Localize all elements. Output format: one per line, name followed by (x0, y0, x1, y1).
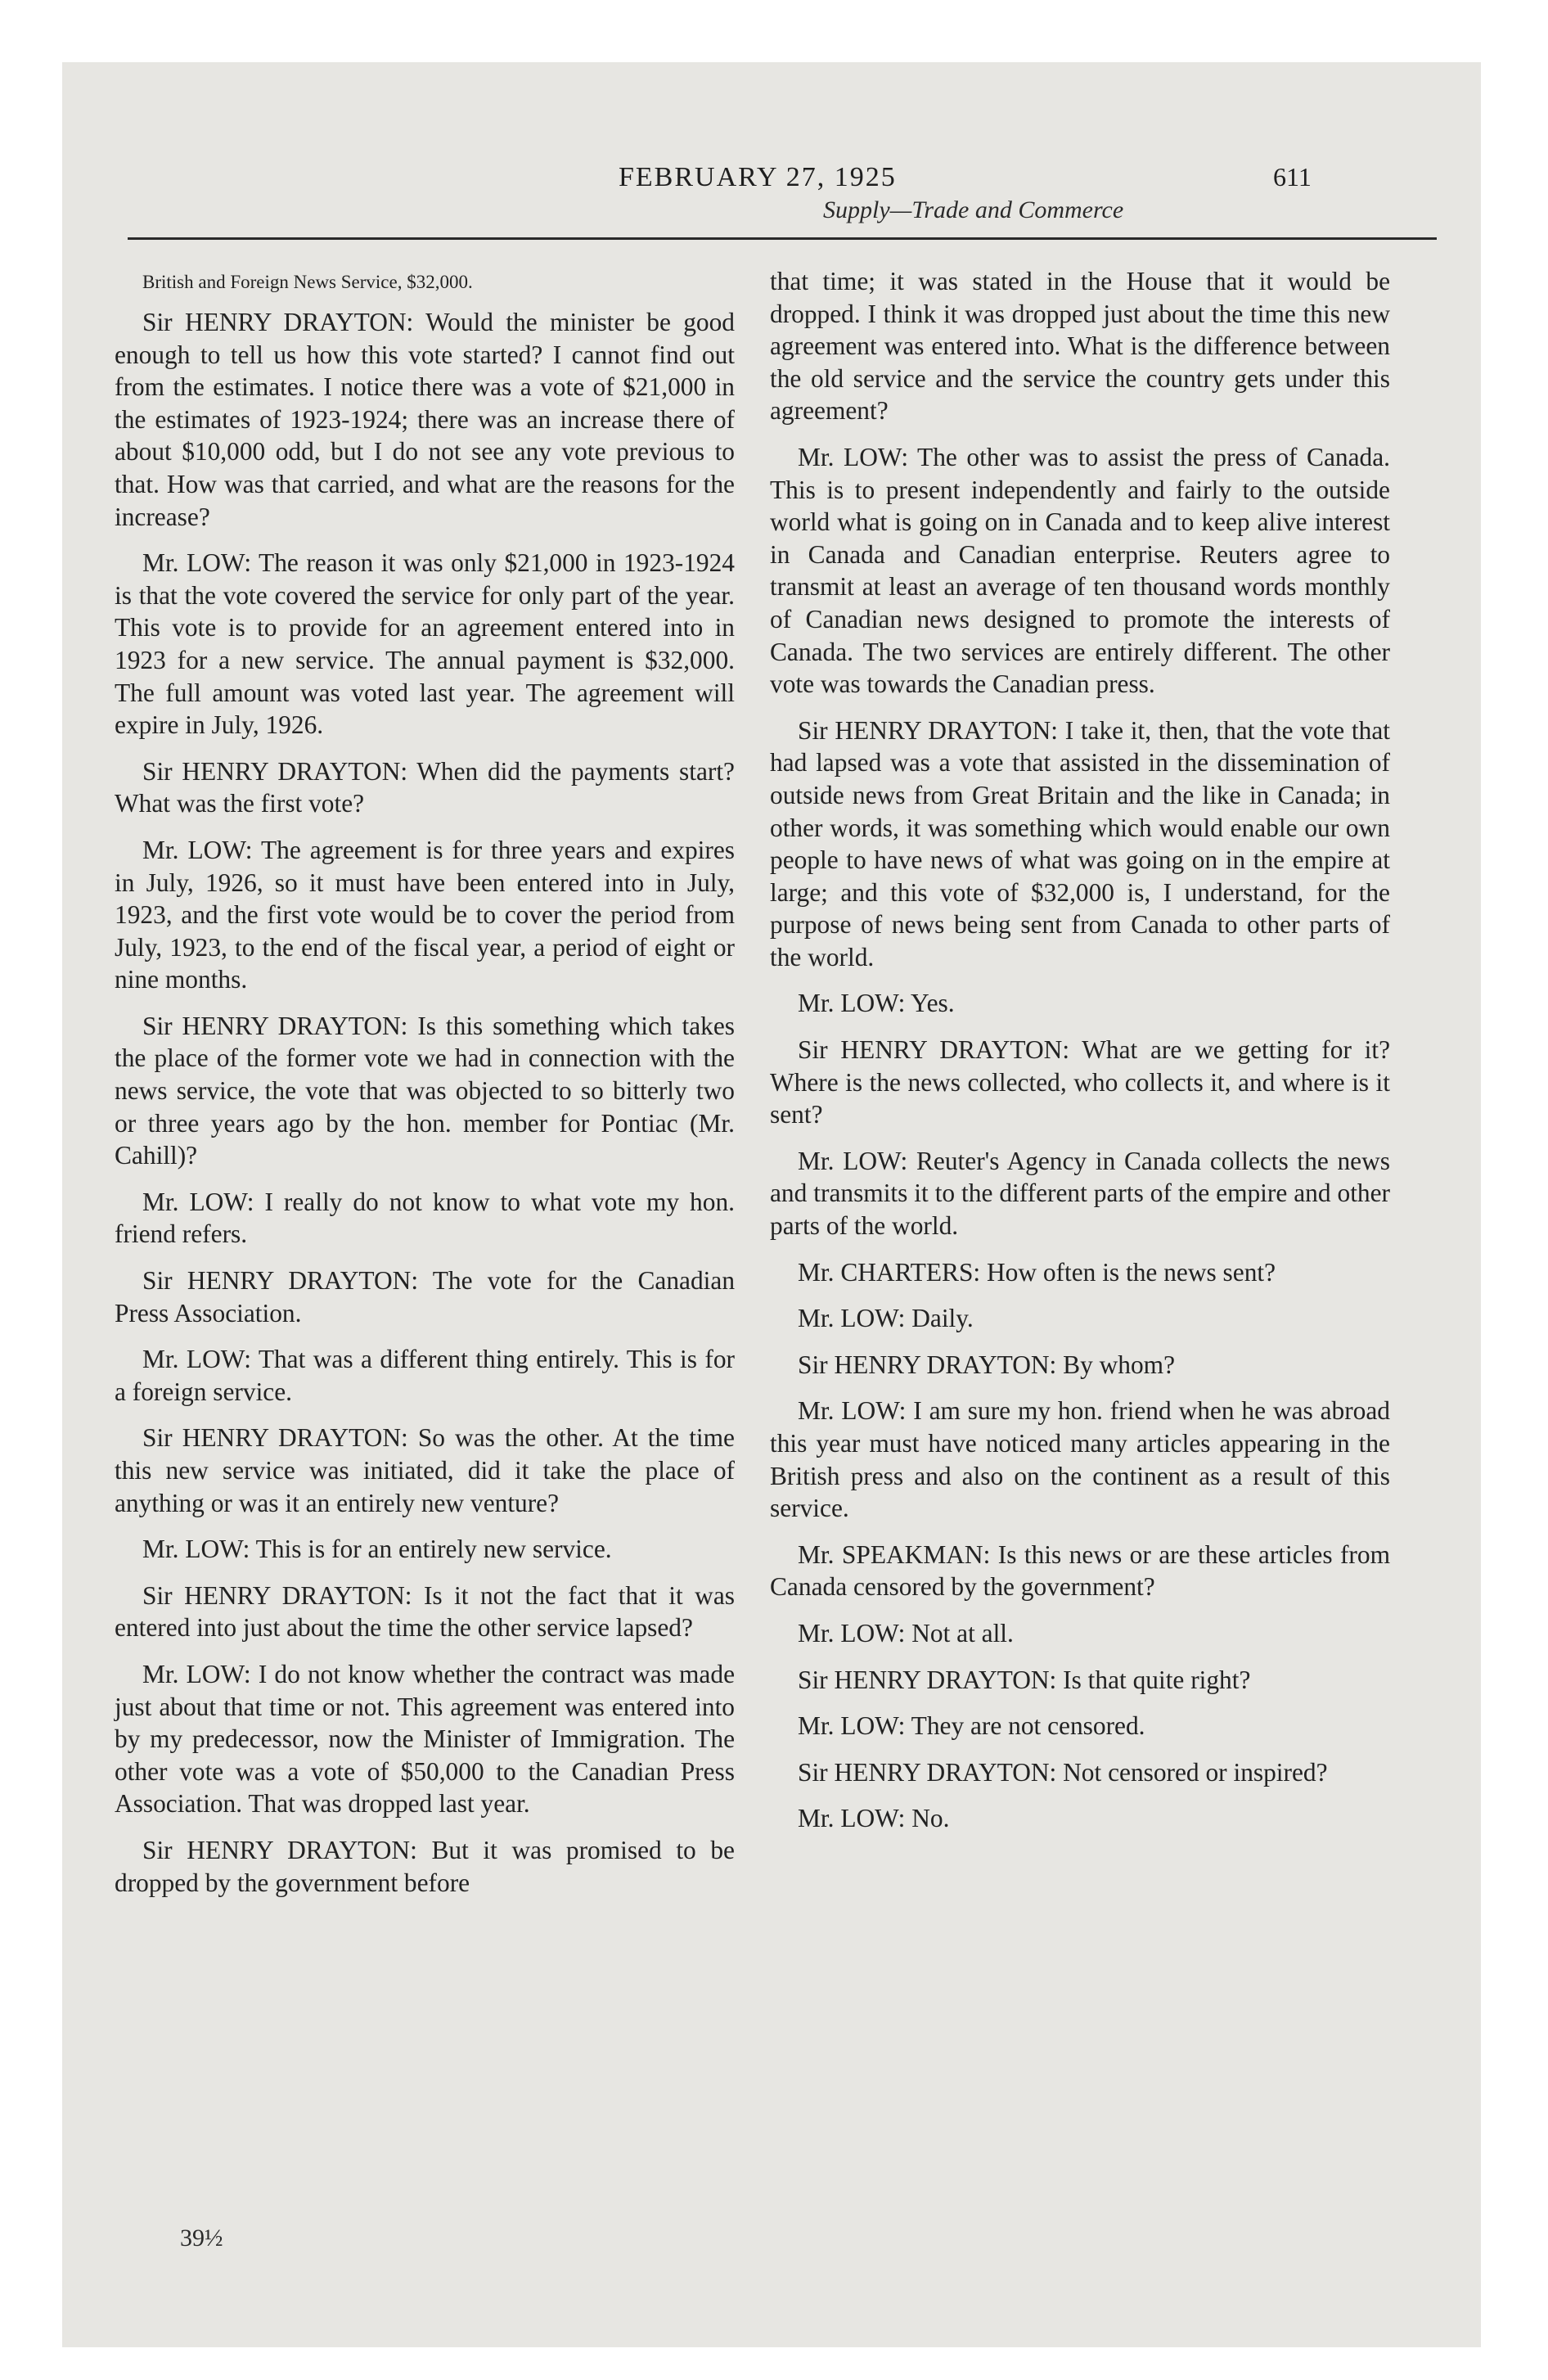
transcript-paragraph (115, 1834, 735, 1899)
speaker-name: Sir HENRY DRAYTON: (142, 1266, 419, 1296)
speaker-name: Sir HENRY DRAYTON: (142, 1835, 417, 1864)
left-column (115, 265, 735, 1913)
speaker-name: Sir HENRY DRAYTON: (142, 1011, 408, 1040)
scanned-page (62, 62, 1481, 2347)
speech-text: Is that quite right? (1063, 1665, 1251, 1694)
speech-text: The reason it was only $21,000 in 1923-1924 is that the vote covered the service for only part of the year. This vote is to provide for an agreement entered into in 1923 for a new service. The annual payment is $32,000. The full amount was voted last year. The agreement will expire in July, 1926. (115, 548, 735, 740)
header-rule (128, 237, 1437, 240)
estimate-item: British and Foreign News Service, $32,000. (142, 272, 473, 292)
transcript-paragraph (115, 1658, 735, 1820)
speaker-name: Mr. LOW: (798, 1711, 906, 1741)
speech-text: Not at all. (911, 1618, 1014, 1648)
speech-text: Daily. (911, 1304, 974, 1333)
speech-text: What are we getting for it? Where is the news collected, who collects it, and where is it sent? (770, 1035, 1391, 1129)
speaker-name: Mr. LOW: (798, 1804, 906, 1833)
header-subtitle: Supply—Trade and Commerce (823, 196, 1124, 223)
transcript-paragraph (770, 1145, 1390, 1242)
transcript-paragraph (770, 1617, 1390, 1650)
speech-text: How often is the news sent? (986, 1257, 1276, 1287)
speech-text: This is for an entirely new service. (255, 1535, 612, 1564)
speech-text: that time; it was stated in the House that it would be dropped. I think it was dropped just about the time this new agreement was entered into. What is the difference between the old service and the service the country gets under this agreement? (770, 267, 1390, 426)
speech-text: That was a different thing entirely. This is for a foreign service. (115, 1345, 735, 1406)
transcript-paragraph (770, 1395, 1390, 1524)
speech-text: Yes. (911, 989, 955, 1018)
page-number: 611 (1273, 162, 1312, 192)
speech-text: Is this news or are these articles from Canada censored by the government? (770, 1539, 1390, 1602)
left-paragraphs (115, 306, 735, 1899)
transcript-paragraph (770, 1302, 1390, 1335)
speech-text: I take it, then, that the vote that had lapsed was a vote that assisted in the dissemination of outside news from Great Britain and the like in Canada; in other words, it was something which would enable our own people to have news of what was going on in the empire at large; and this vote of $32,000 is, I understand, for the purpose of news being sent from Canada to other parts of the world. (770, 715, 1391, 971)
speech-text: I am sure my hon. friend when he was abroad this year must have noticed many articles appearing in the British press and also on the continent as a result of this service. (770, 1396, 1390, 1523)
transcript-paragraph (770, 1034, 1390, 1131)
speaker-name: Mr. LOW: (798, 1304, 906, 1333)
signature-mark: 39½ (180, 2224, 223, 2252)
transcript-paragraph (770, 1710, 1390, 1742)
speech-text: Would the minister be good enough to tell us how this vote started? I cannot find out from the estimates. I notice there was a vote of $21,000 in the estimates of 1923-1924; there was an increase there of about $10,000 odd, but I do not see any vote previous to that. How was that carried, and what are the reasons for the increase? (115, 308, 736, 531)
transcript-paragraph (115, 547, 735, 741)
speaker-name: Sir HENRY DRAYTON: (142, 308, 414, 336)
transcript-paragraph (115, 1186, 735, 1251)
transcript-paragraph (770, 714, 1390, 974)
speaker-name: Sir HENRY DRAYTON: (142, 1580, 412, 1610)
speech-text: Reuter's Agency in Canada collects the news and transmits it to the different parts of the empire and other parts of the world. (770, 1146, 1391, 1241)
transcript-paragraph (115, 1264, 735, 1329)
transcript-paragraph (770, 987, 1390, 1020)
speech-text: When did the payments start? What was the first vote? (115, 756, 735, 818)
speaker-name: Mr. LOW: (142, 835, 253, 864)
right-paragraphs (770, 265, 1390, 1835)
transcript-paragraph (770, 1664, 1390, 1697)
speaker-name: Sir HENRY DRAYTON: (798, 1665, 1057, 1694)
speaker-name: Sir HENRY DRAYTON: (142, 1423, 408, 1453)
speech-text: They are not censored. (911, 1711, 1145, 1741)
speaker-name: Mr. LOW: (798, 989, 906, 1018)
speaker-name: Mr. SPEAKMAN: (798, 1539, 991, 1569)
right-column (770, 265, 1390, 1849)
transcript-paragraph (115, 1343, 735, 1408)
speaker-name: Mr. CHARTERS: (798, 1257, 981, 1287)
speech-text: No. (911, 1804, 950, 1833)
speaker-name: Mr. LOW: (798, 442, 909, 471)
speaker-name: Sir HENRY DRAYTON: (798, 1350, 1057, 1379)
speech-text: The vote for the Canadian Press Association. (115, 1266, 736, 1327)
speaker-name: Mr. LOW: (142, 1345, 251, 1374)
speech-text: Not censored or inspired? (1063, 1757, 1328, 1787)
speech-text: I do not know whether the contract was made just about that time or not. This agreement was entered into by my predecessor, now the Minister of Immigration. The other vote was a vote of $50,000 to the Canadian Press Association. That was dropped last year. (115, 1659, 735, 1819)
speaker-name: Mr. LOW: (142, 1187, 254, 1216)
transcript-paragraph (770, 1349, 1390, 1382)
transcript-paragraph (115, 834, 735, 996)
transcript-paragraph (115, 755, 735, 820)
speaker-name: Mr. LOW: (142, 1659, 251, 1688)
transcript-paragraph (115, 306, 735, 533)
transcript-paragraph (115, 1533, 735, 1566)
speech-text: But it was promised to be dropped by the government before (115, 1835, 735, 1897)
speaker-name: Mr. LOW: (798, 1146, 908, 1175)
transcript-paragraph (115, 1580, 735, 1644)
speaker-name: Mr. LOW: (142, 548, 252, 578)
speech-text: Is it not the fact that it was entered into just about the time the other service lapsed? (115, 1580, 735, 1643)
transcript-paragraph (770, 441, 1390, 701)
speaker-name: Mr. LOW: (798, 1396, 907, 1426)
speaker-name: Mr. LOW: (142, 1535, 250, 1564)
speech-text: The agreement is for three years and expires in July, 1926, so it must have been entered into in July, 1923, and the first vote would be to cover the period from July, 1923, to the end of the fiscal year, a period of eight or nine months. (115, 835, 735, 994)
speech-text: Is this something which takes the place of the former vote we had in connection with the news service, the vote that was objected to so bitterly two or three years ago by the hon. member for Pontiac (Mr. Cahill)? (115, 1011, 735, 1170)
transcript-paragraph (770, 1256, 1390, 1289)
speech-text: I really do not know to what vote my hon. friend refers. (115, 1187, 735, 1249)
speaker-name: Mr. LOW: (798, 1618, 906, 1648)
speech-text: So was the other. At the time this new service was initiated, did it take the place of anything or was it an entirely new venture? (115, 1423, 735, 1517)
transcript-paragraph (115, 1010, 735, 1172)
speaker-name: Sir HENRY DRAYTON: (798, 1035, 1070, 1065)
speaker-name: Sir HENRY DRAYTON: (142, 756, 408, 786)
transcript-paragraph (115, 1422, 735, 1519)
transcript-paragraph (770, 1539, 1390, 1603)
transcript-paragraph (770, 265, 1390, 427)
speaker-name: Sir HENRY DRAYTON: (798, 1757, 1057, 1787)
speech-text: The other was to assist the press of Canada. This is to present independently and fairly to the outside world what is going on in Canada and to keep alive interest in Canada and Canadian enterprise. Reuters agree to transmit at least an average of ten thousand words monthly of Canadian news designed to promote the interests of Canada. The two services are entirely different. The other vote was towards the Canadian press. (770, 442, 1390, 699)
speaker-name: Sir HENRY DRAYTON: (798, 715, 1058, 745)
transcript-paragraph (770, 1756, 1390, 1789)
transcript-paragraph (770, 1802, 1390, 1835)
speech-text: By whom? (1063, 1350, 1176, 1379)
header-date: FEBRUARY 27, 1925 (619, 162, 897, 192)
